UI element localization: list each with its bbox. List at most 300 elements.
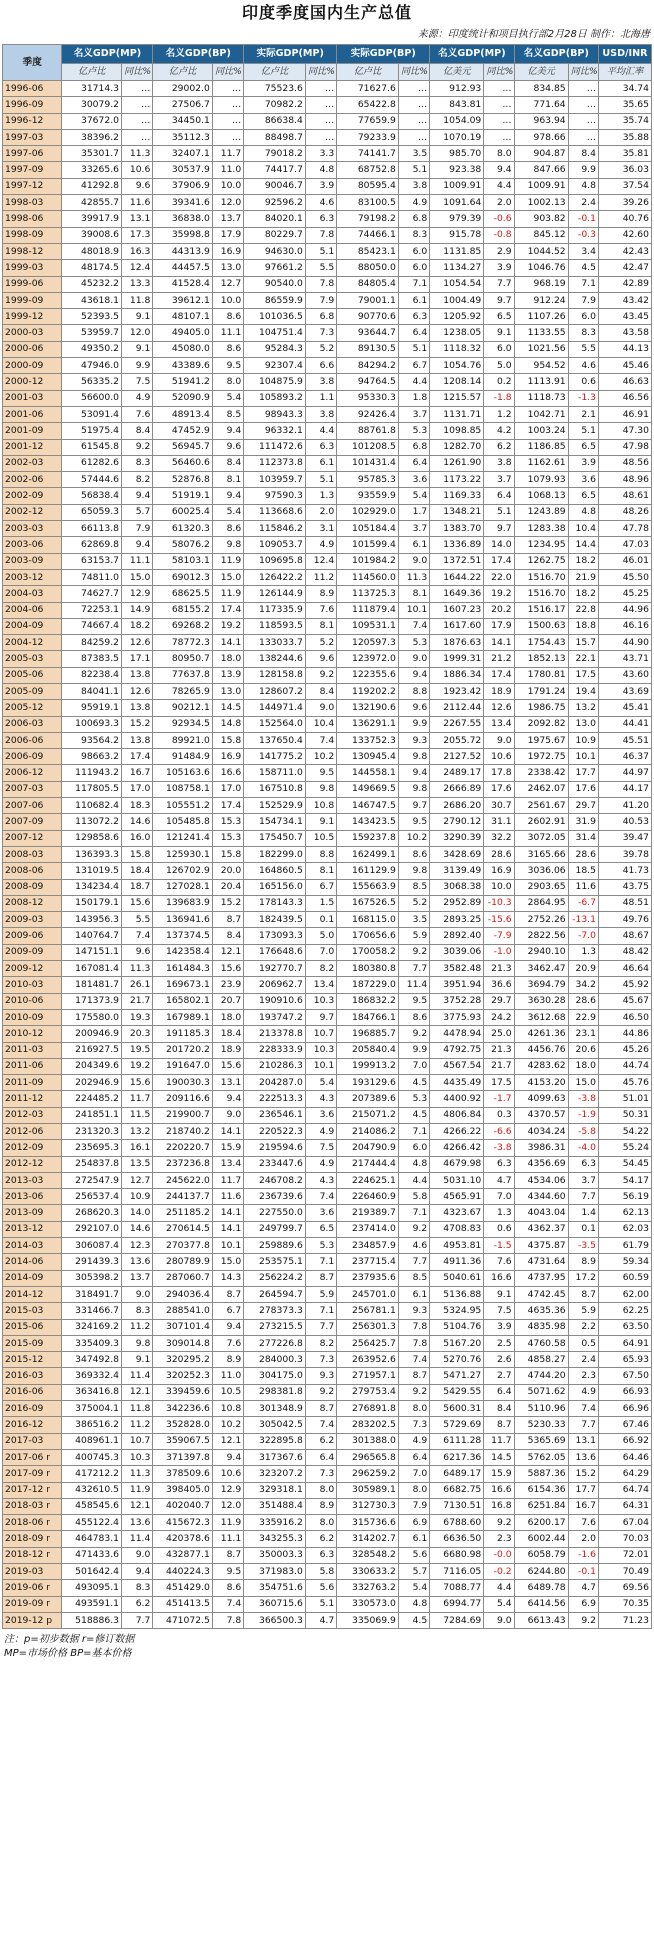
value-cell: 146747.5: [337, 798, 399, 814]
value-cell: 201720.2: [153, 1042, 212, 1058]
value-cell: 28.6: [484, 846, 514, 862]
value-cell: 41528.4: [153, 276, 212, 292]
value-cell: 231320.3: [62, 1124, 121, 1140]
value-cell: 4.6: [305, 195, 336, 211]
value-cell: 28.6: [568, 993, 598, 1009]
value-cell: 400745.3: [62, 1449, 121, 1465]
value-cell: 16.0: [121, 830, 152, 846]
value-cell: 14.3: [212, 1270, 243, 1286]
value-cell: 9.8: [398, 863, 429, 879]
value-cell: 7.3: [398, 1417, 429, 1433]
quarter-cell: 2006-12: [3, 765, 62, 781]
value-cell: 123972.0: [337, 651, 399, 667]
value-cell: 7.5: [484, 1303, 514, 1319]
value-cell: 215071.2: [337, 1107, 399, 1123]
value-cell: -15.6: [484, 912, 514, 928]
value-cell: 9.9: [121, 358, 152, 374]
value-cell: 1617.60: [430, 618, 484, 634]
value-cell: 5.2: [305, 635, 336, 651]
value-cell: 143956.3: [62, 912, 121, 928]
value-cell: …: [212, 97, 243, 113]
value-cell: …: [121, 113, 152, 129]
quarter-cell: 1997-09: [3, 162, 62, 178]
value-cell: 237414.0: [337, 1221, 399, 1237]
value-cell: 11.9: [121, 1482, 152, 1498]
value-cell: 1118.32: [430, 341, 484, 357]
table-row: [3, 129, 652, 145]
value-cell: …: [568, 81, 598, 97]
value-cell: 440224.3: [153, 1564, 212, 1580]
quarter-cell: 2000-12: [3, 374, 62, 390]
value-cell: 4.4: [484, 178, 514, 194]
value-cell: 5.1: [305, 243, 336, 259]
value-cell: 32407.1: [153, 146, 212, 162]
value-cell: 113725.3: [337, 586, 399, 602]
value-cell: 8.0: [398, 1401, 429, 1417]
value-cell: 17.2: [568, 1270, 598, 1286]
value-cell: 1238.05: [430, 325, 484, 341]
value-cell: 3.6: [568, 472, 598, 488]
value-cell: 7.0: [398, 1058, 429, 1074]
value-cell: 4.4: [305, 423, 336, 439]
value-cell: 2489.17: [430, 765, 484, 781]
header-real-bp: 实际GDP(BP): [337, 45, 430, 64]
value-cell: 63.50: [598, 1319, 651, 1335]
value-cell: 1516.70: [514, 569, 568, 585]
value-cell: 117335.9: [244, 602, 306, 618]
table-row: [3, 1107, 652, 1123]
value-cell: 5600.31: [430, 1401, 484, 1417]
value-cell: 471433.6: [62, 1547, 121, 1563]
value-cell: 17.0: [212, 781, 243, 797]
value-cell: 309014.8: [153, 1335, 212, 1351]
value-cell: 4679.98: [430, 1156, 484, 1172]
value-cell: 56600.0: [62, 390, 121, 406]
value-cell: 363416.8: [62, 1384, 121, 1400]
value-cell: 12.4: [121, 260, 152, 276]
value-cell: 8.9: [305, 586, 336, 602]
value-cell: 4.9: [121, 390, 152, 406]
value-cell: 12.6: [121, 683, 152, 699]
value-cell: 74417.7: [244, 162, 306, 178]
value-cell: 0.5: [568, 1335, 598, 1351]
value-cell: 42.89: [598, 276, 651, 292]
value-cell: 37672.0: [62, 113, 121, 129]
value-cell: 11.4: [121, 1531, 152, 1547]
value-cell: …: [484, 81, 514, 97]
value-cell: 51941.2: [153, 374, 212, 390]
value-cell: 44.97: [598, 765, 651, 781]
value-cell: 369332.4: [62, 1368, 121, 1384]
value-cell: 7.0: [398, 1466, 429, 1482]
value-cell: 192770.7: [244, 961, 306, 977]
value-cell: 219900.7: [153, 1107, 212, 1123]
value-cell: 85423.1: [337, 243, 399, 259]
value-cell: 8.3: [568, 325, 598, 341]
value-cell: 178143.3: [244, 895, 306, 911]
value-cell: 3582.48: [430, 961, 484, 977]
value-cell: 181481.7: [62, 977, 121, 993]
value-cell: 1.3: [568, 944, 598, 960]
value-cell: 15.8: [212, 732, 243, 748]
quarter-cell: 2016-03: [3, 1368, 62, 1384]
value-cell: 9.4: [121, 537, 152, 553]
value-cell: 1.5: [305, 895, 336, 911]
value-cell: 6.3: [398, 309, 429, 325]
value-cell: 35.88: [598, 129, 651, 145]
value-cell: 9.7: [484, 292, 514, 308]
value-cell: 501642.4: [62, 1564, 121, 1580]
value-cell: 2338.42: [514, 765, 568, 781]
quarter-cell: 2010-12: [3, 1026, 62, 1042]
value-cell: 13.2: [121, 1124, 152, 1140]
value-cell: 259889.6: [244, 1238, 306, 1254]
table-row: [3, 879, 652, 895]
quarter-cell: 1999-12: [3, 309, 62, 325]
value-cell: 20.4: [212, 879, 243, 895]
value-cell: 305398.2: [62, 1270, 121, 1286]
value-cell: 47.98: [598, 439, 651, 455]
value-cell: 119202.2: [337, 683, 399, 699]
value-cell: 9.2: [484, 1515, 514, 1531]
value-cell: 20.0: [212, 863, 243, 879]
quarter-cell: 2005-09: [3, 683, 62, 699]
value-cell: 4.2: [484, 423, 514, 439]
value-cell: 4.5: [398, 1612, 429, 1628]
value-cell: 4.8: [568, 178, 598, 194]
value-cell: 8.7: [212, 1547, 243, 1563]
value-cell: 96332.1: [244, 423, 306, 439]
value-cell: 4375.87: [514, 1238, 568, 1254]
value-cell: 52876.8: [153, 472, 212, 488]
value-cell: 10.4: [305, 716, 336, 732]
value-cell: 136941.6: [153, 912, 212, 928]
value-cell: 7.7: [121, 1612, 152, 1628]
value-cell: -0.6: [484, 211, 514, 227]
value-cell: 6.5: [568, 488, 598, 504]
value-cell: 6.0: [484, 341, 514, 357]
value-cell: -7.9: [484, 928, 514, 944]
value-cell: 342236.6: [153, 1401, 212, 1417]
value-cell: 93559.9: [337, 488, 399, 504]
value-cell: 3.8: [398, 178, 429, 194]
value-cell: 8.3: [121, 1580, 152, 1596]
value-cell: 90770.6: [337, 309, 399, 325]
value-cell: 29.7: [484, 993, 514, 1009]
table-row: [3, 504, 652, 520]
value-cell: -0.3: [568, 227, 598, 243]
quarter-cell: 2011-03: [3, 1042, 62, 1058]
value-cell: 335409.3: [62, 1335, 121, 1351]
value-cell: 9.4: [484, 162, 514, 178]
value-cell: 6.3: [305, 211, 336, 227]
quarter-cell: 2000-06: [3, 341, 62, 357]
value-cell: 5.4: [398, 1580, 429, 1596]
value-cell: 12.3: [121, 1238, 152, 1254]
value-cell: 98663.2: [62, 749, 121, 765]
value-cell: 6.5: [305, 1221, 336, 1237]
value-cell: 51919.1: [153, 488, 212, 504]
value-cell: 272547.9: [62, 1172, 121, 1188]
value-cell: 5762.05: [514, 1449, 568, 1465]
value-cell: 18.3: [121, 798, 152, 814]
value-cell: -6.6: [484, 1124, 514, 1140]
value-cell: 241851.1: [62, 1107, 121, 1123]
quarter-cell: 2018-09 r: [3, 1531, 62, 1547]
value-cell: 236546.1: [244, 1107, 306, 1123]
value-cell: 4362.37: [514, 1221, 568, 1237]
value-cell: 11.2: [305, 569, 336, 585]
value-cell: 1644.22: [430, 569, 484, 585]
value-cell: 978.66: [514, 129, 568, 145]
value-cell: 182299.0: [244, 846, 306, 862]
value-cell: 305042.5: [244, 1417, 306, 1433]
value-cell: 315736.6: [337, 1515, 399, 1531]
value-cell: 4635.36: [514, 1303, 568, 1319]
quarter-cell: 2011-06: [3, 1058, 62, 1074]
value-cell: 13.1: [568, 1433, 598, 1449]
value-cell: 5.9: [398, 928, 429, 944]
value-cell: 1886.34: [430, 667, 484, 683]
value-cell: 35301.7: [62, 146, 121, 162]
value-cell: 136393.3: [62, 846, 121, 862]
value-cell: 1.1: [305, 390, 336, 406]
table-row: [3, 1124, 652, 1140]
table-row: [3, 1596, 652, 1612]
value-cell: 48107.1: [153, 309, 212, 325]
value-cell: 90212.1: [153, 700, 212, 716]
value-cell: 3290.39: [430, 830, 484, 846]
quarter-cell: 2004-03: [3, 586, 62, 602]
value-cell: 4400.92: [430, 1091, 484, 1107]
value-cell: 7.8: [305, 227, 336, 243]
value-cell: 1649.36: [430, 586, 484, 602]
quarter-cell: 2002-09: [3, 488, 62, 504]
value-cell: 244137.7: [153, 1189, 212, 1205]
value-cell: 10.8: [212, 1401, 243, 1417]
value-cell: 219594.6: [244, 1140, 306, 1156]
value-cell: 4953.81: [430, 1238, 484, 1254]
value-cell: 191185.3: [153, 1026, 212, 1042]
value-cell: 296565.8: [337, 1449, 399, 1465]
value-cell: 130945.4: [337, 749, 399, 765]
value-cell: 6.9: [398, 1515, 429, 1531]
value-cell: 9.3: [305, 1368, 336, 1384]
value-cell: …: [568, 129, 598, 145]
value-cell: 7.7: [398, 1254, 429, 1270]
value-cell: 4.8: [398, 1596, 429, 1612]
value-cell: 10.6: [484, 749, 514, 765]
value-cell: 8.7: [212, 912, 243, 928]
value-cell: 190030.3: [153, 1075, 212, 1091]
value-cell: 9.1: [121, 309, 152, 325]
value-cell: 3630.28: [514, 993, 568, 1009]
value-cell: 6.6: [305, 358, 336, 374]
value-cell: 16.9: [212, 749, 243, 765]
value-cell: 7.9: [305, 292, 336, 308]
value-cell: 89130.5: [337, 341, 399, 357]
value-cell: 318491.7: [62, 1286, 121, 1302]
value-cell: 62.13: [598, 1205, 651, 1221]
value-cell: 17.4: [212, 602, 243, 618]
value-cell: 307101.4: [153, 1319, 212, 1335]
value-cell: 985.70: [430, 146, 484, 162]
value-cell: 70982.2: [244, 97, 306, 113]
value-cell: 1791.24: [514, 683, 568, 699]
value-cell: 9.2: [398, 944, 429, 960]
value-cell: 3775.93: [430, 1009, 484, 1025]
value-cell: 48.56: [598, 455, 651, 471]
value-cell: 43.75: [598, 879, 651, 895]
quarter-cell: 2007-03: [3, 781, 62, 797]
value-cell: 74667.4: [62, 618, 121, 634]
quarter-cell: 2015-12: [3, 1352, 62, 1368]
quarter-cell: 2014-12: [3, 1286, 62, 1302]
value-cell: 5.4: [212, 504, 243, 520]
value-cell: …: [398, 97, 429, 113]
value-cell: 9.0: [398, 553, 429, 569]
table-row: [3, 1580, 652, 1596]
quarter-cell: 2001-09: [3, 423, 62, 439]
value-cell: 224625.1: [337, 1172, 399, 1188]
value-cell: 2.1: [568, 406, 598, 422]
value-cell: …: [484, 113, 514, 129]
table-row: [3, 1026, 652, 1042]
header-nominal-mp: 名义GDP(MP): [62, 45, 153, 64]
value-cell: 37906.9: [153, 178, 212, 194]
value-cell: 2903.65: [514, 879, 568, 895]
quarter-cell: 2014-06: [3, 1254, 62, 1270]
quarter-cell: 2005-12: [3, 700, 62, 716]
value-cell: 17.8: [484, 765, 514, 781]
table-row: [3, 781, 652, 797]
value-cell: 110682.4: [62, 798, 121, 814]
value-cell: 277226.8: [244, 1335, 306, 1351]
value-cell: 10.7: [305, 1026, 336, 1042]
value-cell: 8.0: [305, 1515, 336, 1531]
value-cell: 9.1: [484, 1286, 514, 1302]
value-cell: 253575.1: [244, 1254, 306, 1270]
value-cell: 13.4: [484, 716, 514, 732]
value-cell: 115846.2: [244, 521, 306, 537]
value-cell: 9.8: [398, 749, 429, 765]
value-cell: 5.1: [568, 423, 598, 439]
value-cell: 17.4: [484, 553, 514, 569]
value-cell: 109531.1: [337, 618, 399, 634]
value-cell: …: [398, 129, 429, 145]
value-cell: 44.96: [598, 602, 651, 618]
value-cell: 236739.6: [244, 1189, 306, 1205]
value-cell: 8.4: [212, 455, 243, 471]
value-cell: 11.0: [212, 1368, 243, 1384]
value-cell: 69012.3: [153, 569, 212, 585]
value-cell: 834.85: [514, 81, 568, 97]
value-cell: 301348.9: [244, 1401, 306, 1417]
value-cell: 6489.17: [430, 1466, 484, 1482]
value-cell: 3039.06: [430, 944, 484, 960]
value-cell: 21.7: [121, 993, 152, 1009]
value-cell: 2822.56: [514, 928, 568, 944]
value-cell: 49350.2: [62, 341, 121, 357]
value-cell: 9.6: [305, 651, 336, 667]
value-cell: 19.2: [121, 1058, 152, 1074]
value-cell: 84020.1: [244, 211, 306, 227]
value-cell: 138244.6: [244, 651, 306, 667]
value-cell: 11.6: [121, 195, 152, 211]
value-cell: 45.92: [598, 977, 651, 993]
value-cell: 216927.5: [62, 1042, 121, 1058]
value-cell: 20.3: [121, 1026, 152, 1042]
value-cell: 20.6: [568, 1042, 598, 1058]
table-row: [3, 1449, 652, 1465]
value-cell: 219389.7: [337, 1205, 399, 1221]
value-cell: 117805.5: [62, 781, 121, 797]
value-cell: 0.1: [568, 1221, 598, 1237]
value-cell: 8.3: [121, 1303, 152, 1319]
value-cell: 5887.36: [514, 1466, 568, 1482]
value-cell: 291439.3: [62, 1254, 121, 1270]
value-cell: 36.6: [484, 977, 514, 993]
footnote-revision: 注：p=初步数据 r=修订数据: [4, 1634, 135, 1646]
value-cell: 199913.2: [337, 1058, 399, 1074]
value-cell: 4261.36: [514, 1026, 568, 1042]
value-cell: …: [568, 113, 598, 129]
value-cell: 11.1: [121, 553, 152, 569]
value-cell: 114560.0: [337, 569, 399, 585]
value-cell: 18.4: [121, 863, 152, 879]
value-cell: 61320.3: [153, 521, 212, 537]
value-cell: 10.9: [121, 1189, 152, 1205]
value-cell: 306087.4: [62, 1238, 121, 1254]
value-cell: 1169.33: [430, 488, 484, 504]
value-cell: 139683.9: [153, 895, 212, 911]
table-row: [3, 439, 652, 455]
value-cell: 64.74: [598, 1482, 651, 1498]
value-cell: 268620.3: [62, 1205, 121, 1221]
value-cell: 8.0: [398, 1482, 429, 1498]
value-cell: 923.38: [430, 162, 484, 178]
quarter-cell: 2012-12: [3, 1156, 62, 1172]
value-cell: 78265.9: [153, 683, 212, 699]
value-cell: 10.1: [212, 1238, 243, 1254]
value-cell: 350003.3: [244, 1547, 306, 1563]
value-cell: 417212.2: [62, 1466, 121, 1482]
value-cell: 14.8: [212, 716, 243, 732]
value-cell: 4356.69: [514, 1156, 568, 1172]
unit-header: 同比%: [212, 64, 243, 81]
value-cell: 6680.98: [430, 1547, 484, 1563]
value-cell: 11.6: [568, 879, 598, 895]
value-cell: 9.4: [398, 765, 429, 781]
value-cell: 2127.52: [430, 749, 484, 765]
table-row: [3, 1515, 652, 1531]
table-row: [3, 1270, 652, 1286]
value-cell: 74141.7: [337, 146, 399, 162]
value-cell: 5.3: [398, 1091, 429, 1107]
value-cell: 18.0: [212, 651, 243, 667]
value-cell: 518886.3: [62, 1612, 121, 1628]
value-cell: 1070.19: [430, 129, 484, 145]
value-cell: 9.2: [305, 667, 336, 683]
value-cell: 44457.5: [153, 260, 212, 276]
value-cell: 903.82: [514, 211, 568, 227]
value-cell: 20.2: [484, 602, 514, 618]
table-row: [3, 1352, 652, 1368]
value-cell: 9.1: [121, 341, 152, 357]
value-cell: 6200.17: [514, 1515, 568, 1531]
value-cell: 9.7: [305, 1009, 336, 1025]
table-row: [3, 1401, 652, 1417]
